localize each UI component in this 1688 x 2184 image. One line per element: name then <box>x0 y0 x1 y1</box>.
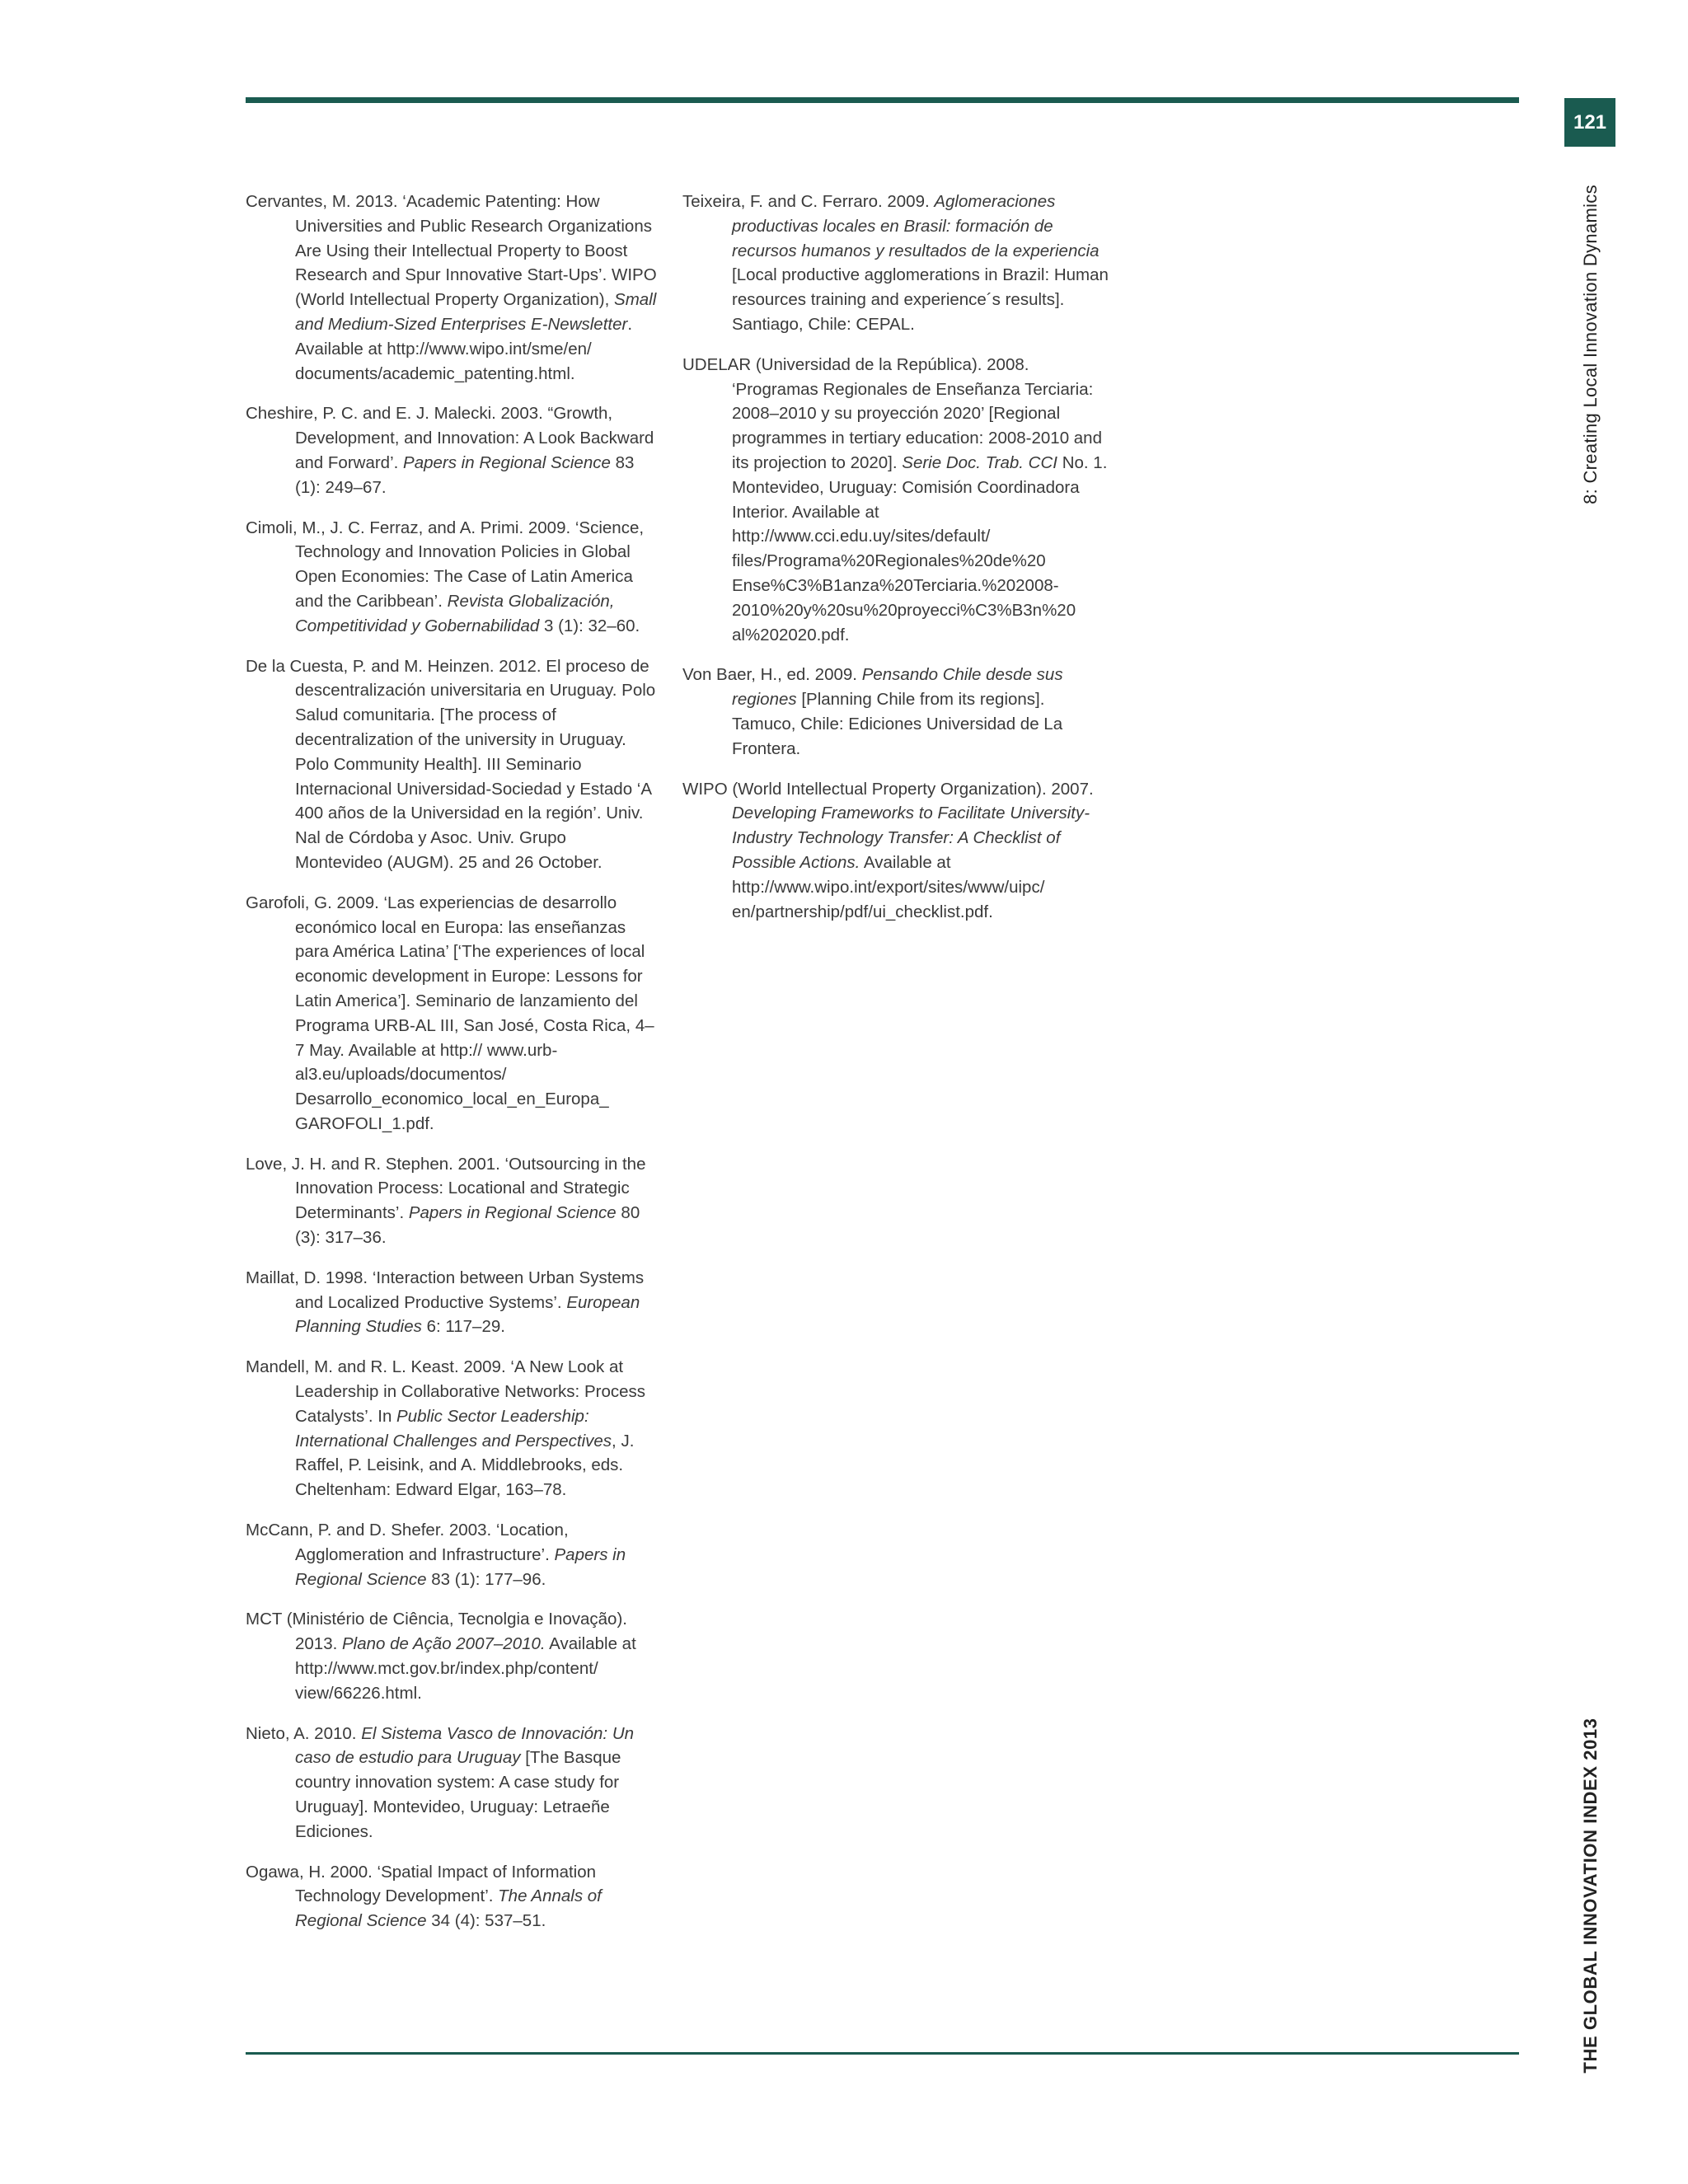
reference-entry: WIPO (World Intellectual Property Organization). 2007. Developing Frameworks to Facilitate University-Industry Technology Transfer: A Checklist of Possible Actions. Available at http://www.wipo.int/export/sites/www/uipc/ en/partnership/pdf/ui_checklist.pdf. <box>682 779 1094 921</box>
bottom-rule <box>246 2052 1519 2055</box>
references-left-column <box>246 190 658 1949</box>
reference-entry: Teixeira, F. and C. Ferraro. 2009. Aglomeraciones productivas locales en Brasil: formación de recursos humanos y resultados de la experiencia [Local productive agglomerations in Brazil: Human resources training and experience´s results]. Santiago, Chile: CEPAL. <box>682 192 1109 334</box>
reference-entry: Cheshire, P. C. and E. J. Malecki. 2003. “Growth, Development, and Innovation: A Look Backward and Forward’. Papers in Regional Science 83 (1): 249–67. <box>246 404 654 497</box>
top-rule <box>246 97 1519 103</box>
reference-entry: Garofoli, G. 2009. ‘Las experiencias de desarrollo económico local en Europa: las enseñanzas para América Latina’ [‘The experiences of local economic development in Europe: Lessons for Latin America’]. Seminario de lanzamiento del Programa URB-AL III, San José, Costa Rica, 4–7 May. Available at http:// www.urb-al3.eu/uploads/documentos/ Desarrollo_economico_local_en_Europa_ GAROFOLI_1.pdf. <box>246 893 654 1133</box>
book-title: THE GLOBAL INNOVATION INDEX 2013 <box>1580 1718 1601 2074</box>
reference-entry: Ogawa, H. 2000. ‘Spatial Impact of Information Technology Development’. The Annals of Regional Science 34 (4): 537–51. <box>246 1862 602 1931</box>
reference-entry: MCT (Ministério de Ciência, Tecnolgia e Inovação). 2013. Plano de Ação 2007–2010. Available at http://www.mct.gov.br/index.php/content/ view/66226.html. <box>246 1610 636 1703</box>
reference-entry: McCann, P. and D. Shefer. 2003. ‘Location, Agglomeration and Infrastructure’. Papers in Regional Science 83 (1): 177–96. <box>246 1521 626 1589</box>
reference-entry: Love, J. H. and R. Stephen. 2001. ‘Outsourcing in the Innovation Process: Locational and Strategic Determinants’. Papers in Regional Science 80 (3): 317–36. <box>246 1154 646 1248</box>
reference-entry: De la Cuesta, P. and M. Heinzen. 2012. El proceso de descentralización universitaria en Uruguay. Polo Salud comunitaria. [The process of decentralization of the university in Uruguay. Polo Community Health]. III Seminario Internacional Universidad-Sociedad y Estado ‘A 400 años de la Universidad en la región’. Univ. Nal de Córdoba y Asoc. Univ. Grupo Montevideo (AUGM). 25 and 26 October. <box>246 656 656 872</box>
reference-entry: Cervantes, M. 2013. ‘Academic Patenting: How Universities and Public Research Organizations Are Using their Intellectual Property to Boost Research and Spur Innovative Start-Ups’. WIPO (World Intellectual Property Organization), Small and Medium-Sized Enterprises E-Newsletter. Available at http://www.wipo.int/sme/en/ documents/academic_patenting.html. <box>246 192 657 383</box>
reference-entry: Nieto, A. 2010. El Sistema Vasco de Innovación: Un caso de estudio para Uruguay [The Basque country innovation system: A case study for Uruguay]. Montevideo, Uruguay: Letraeñe Ediciones. <box>246 1723 635 1841</box>
reference-entry: Mandell, M. and R. L. Keast. 2009. ‘A New Look at Leadership in Collaborative Networks: Process Catalysts’. In Public Sector Leadership: International Challenges and Perspectives, J. Raffel, P. Leisink, and A. Middlebrooks, eds. Cheltenham: Edward Elgar, 163–78. <box>246 1357 646 1500</box>
reference-entry: Maillat, D. 1998. ‘Interaction between Urban Systems and Localized Productive Systems’. European Planning Studies 6: 117–29. <box>246 1268 645 1337</box>
reference-entry: Von Baer, H., ed. 2009. Pensando Chile desde sus regiones [Planning Chile from its regions]. Tamuco, Chile: Ediciones Universidad de La Frontera. <box>682 665 1063 758</box>
page-number: 121 <box>1564 98 1615 147</box>
chapter-title: 8: Creating Local Innovation Dynamics <box>1580 185 1601 504</box>
reference-entry: UDELAR (Universidad de la República). 2008. ‘Programas Regionales de Enseñanza Terciaria: 2008–2010 y su proyección 2020’ [Regional programmes in tertiary education: 2008-2010 and its projection to 2020]. Serie Doc. Trab. CCI No. 1. Montevideo, Uruguay: Comisión Coordinadora Interior. Available at http://www.cci.edu.uy/sites/default/ files/Programa%20Regionales%20de%20 Ense%C3%B1anza%20Terciaria.%202008- 2010%20y%20su%20proyecci%C3%B3n%20 al%202020.pdf. <box>682 354 1108 644</box>
reference-entry: Cimoli, M., J. C. Ferraz, and A. Primi. 2009. ‘Science, Technology and Innovation Policies in Global Open Economies: The Case of Latin America and the Caribbean’. Revista Globalización, Competitividad y Gobernabilidad 3 (1): 32–60. <box>246 518 645 635</box>
references-right-column <box>682 190 1111 940</box>
